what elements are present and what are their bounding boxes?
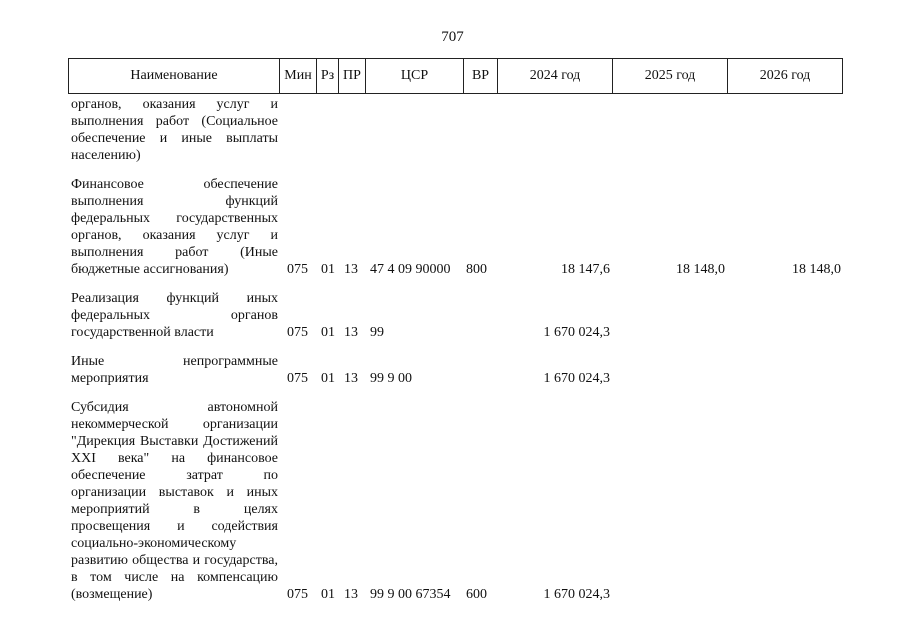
cell-rz: 01 — [321, 587, 335, 602]
cell-pr: 13 — [344, 262, 358, 277]
cell-pr: 13 — [344, 371, 358, 386]
header-2024: 2024 год — [498, 59, 613, 94]
header-rz: Рз — [317, 59, 339, 94]
table-header — [68, 58, 843, 94]
table-row — [68, 96, 851, 164]
header-min: Мин — [280, 59, 317, 94]
cell-csr: 99 — [370, 325, 384, 340]
cell-vr: 800 — [466, 262, 487, 277]
header-vr: ВР — [464, 59, 498, 94]
row-name: Реализация функций иных федеральных органов государственной власти — [71, 291, 278, 340]
cell-rz: 01 — [321, 371, 335, 386]
cell-csr: 99 9 00 67354 — [370, 587, 451, 602]
cell-csr: 47 4 09 90000 — [370, 262, 451, 277]
cell-min: 075 — [287, 587, 308, 602]
header-2025: 2025 год — [613, 59, 728, 94]
cell-pr: 13 — [344, 325, 358, 340]
header-name: Наименование — [69, 59, 280, 94]
row-name: органов, оказания услуг и выполнения работ (Социальное обеспечение и иные выплаты населению) — [71, 97, 278, 163]
table-body — [68, 96, 851, 615]
header-2026: 2026 год — [728, 59, 843, 94]
header-pr: ПР — [339, 59, 366, 94]
table-row — [68, 290, 851, 341]
cell-2024: 1 670 024,3 — [543, 325, 610, 340]
cell-min: 075 — [287, 325, 308, 340]
page-number: 707 — [441, 29, 464, 45]
cell-csr: 99 9 00 — [370, 371, 412, 386]
row-name: Иные непрограммные мероприятия — [71, 354, 278, 386]
cell-rz: 01 — [321, 325, 335, 340]
table-row — [68, 176, 851, 278]
header-csr: ЦСР — [366, 59, 464, 94]
cell-2025: 18 148,0 — [676, 262, 725, 277]
cell-2024: 1 670 024,3 — [543, 371, 610, 386]
row-name: Субсидия автономной некоммерческой организации "Дирекция Выставки Достижений XXI века" на финансовое обеспечение затрат по организации выставок и иных мероприятий в целях просвещения и содействия социально-экономическому развитию общества и государства, в том числе на компенсацию (возмещение) — [71, 400, 278, 602]
cell-2024: 1 670 024,3 — [543, 587, 610, 602]
table-row — [68, 399, 851, 603]
table-row — [68, 353, 851, 387]
cell-min: 075 — [287, 262, 308, 277]
cell-vr: 600 — [466, 587, 487, 602]
cell-pr: 13 — [344, 587, 358, 602]
cell-2024: 18 147,6 — [561, 262, 610, 277]
cell-min: 075 — [287, 371, 308, 386]
cell-2026: 18 148,0 — [792, 262, 841, 277]
cell-rz: 01 — [321, 262, 335, 277]
row-name: Финансовое обеспечение выполнения функций федеральных государственных органов, оказания услуг и выполнения работ (Иные бюджетные ассигнования) — [71, 177, 278, 277]
